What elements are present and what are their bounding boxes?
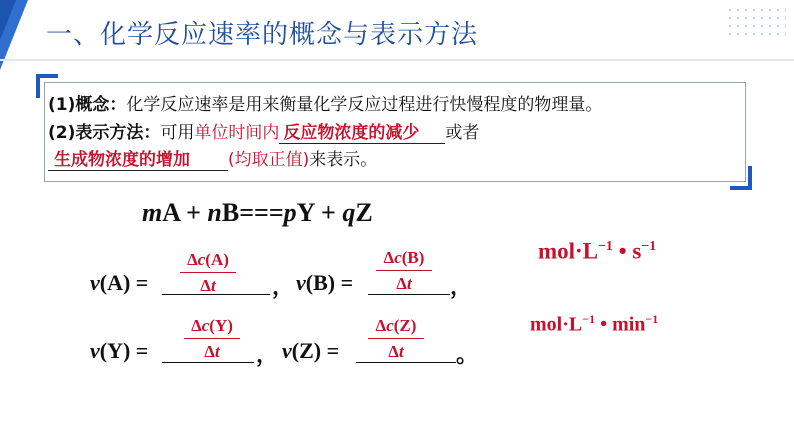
rate-z-c: c bbox=[386, 316, 394, 335]
method-answer-1: 反应物浓度的减少 bbox=[283, 123, 420, 143]
method-or: 或者 bbox=[445, 123, 480, 143]
rate-b-v: v bbox=[296, 270, 306, 295]
rate-y-v: v bbox=[90, 338, 100, 363]
unit2-exp2: −1 bbox=[645, 312, 659, 326]
species-z: Z bbox=[355, 198, 373, 227]
method-prefix: 可用 bbox=[160, 123, 195, 143]
rate-y-frac-bar bbox=[184, 338, 240, 339]
unit1-exp: −1 bbox=[598, 238, 613, 253]
dot-grid-decoration bbox=[726, 6, 786, 40]
rate-a-text: (A) = bbox=[99, 270, 149, 295]
title-divider bbox=[0, 59, 794, 61]
unit-per-minute bbox=[530, 312, 658, 337]
rate-a-c: c bbox=[197, 250, 206, 269]
rate-a-v: v bbox=[90, 270, 100, 295]
unit1-base: mol·L bbox=[538, 238, 599, 264]
method-line bbox=[48, 118, 479, 144]
rate-b-delta: Δ bbox=[383, 248, 395, 267]
rate-b-blank bbox=[368, 294, 450, 295]
rate-z-frac-bar bbox=[368, 338, 424, 339]
rate-b-numerator bbox=[374, 248, 434, 268]
rate-a-t: t bbox=[210, 276, 216, 295]
rate-z-species: (Z) bbox=[393, 316, 417, 335]
rate-b-c: c bbox=[394, 248, 402, 267]
rate-a-frac-bar bbox=[180, 272, 236, 273]
rate-a-species: (A) bbox=[205, 250, 229, 269]
rate-sep-2: ， bbox=[450, 274, 473, 299]
coef-n: n bbox=[207, 198, 222, 227]
rate-y-species: (Y) bbox=[209, 316, 233, 335]
method-label: (2)表示方法： bbox=[48, 123, 161, 143]
rate-b-frac-bar bbox=[376, 270, 432, 271]
method-answer-2: 生成物浓度的增加 bbox=[54, 150, 190, 170]
rate-a-label bbox=[90, 270, 148, 296]
corner-decoration-inner bbox=[0, 0, 16, 40]
rate-z-blank bbox=[356, 362, 456, 363]
plus-1: + bbox=[179, 198, 208, 227]
unit1-time: • s bbox=[612, 238, 642, 264]
unit2-exp: −1 bbox=[582, 312, 596, 326]
coef-m: m bbox=[142, 198, 163, 227]
method-blank-2 bbox=[48, 150, 228, 171]
page-title: 一、化学反应速率的概念与表示方法 bbox=[46, 20, 479, 50]
method-note: (均取正值) bbox=[228, 150, 310, 170]
coef-p: p bbox=[283, 198, 297, 227]
reaction-equation bbox=[142, 198, 373, 228]
rate-b-species: (B) bbox=[401, 248, 425, 267]
species-b: B bbox=[221, 198, 240, 227]
species-y: Y bbox=[296, 198, 315, 227]
method-suffix: 来表示。 bbox=[309, 150, 378, 170]
unit2-time: • min bbox=[595, 313, 646, 336]
rate-z-v: v bbox=[282, 338, 292, 363]
rate-y-delta: Δ bbox=[191, 316, 202, 335]
rate-z-t: t bbox=[398, 342, 404, 361]
rate-a-denominator bbox=[178, 276, 238, 296]
concept-label: (1)概念： bbox=[48, 95, 127, 115]
rate-y-denominator bbox=[182, 342, 242, 362]
rate-b-text: (B) = bbox=[305, 270, 354, 295]
rate-z-delta: Δ bbox=[375, 316, 387, 335]
method-blank-1 bbox=[279, 123, 445, 144]
rate-y-c: c bbox=[201, 316, 210, 335]
rate-a-numerator bbox=[178, 250, 238, 270]
concept-line bbox=[48, 90, 602, 115]
concept-text: 化学反应速率是用来衡量化学反应过程进行快慢程度的物理量。 bbox=[126, 95, 603, 115]
rate-a-blank bbox=[162, 294, 270, 295]
unit1-exp2: −1 bbox=[641, 238, 657, 253]
unit-per-second bbox=[538, 238, 656, 265]
rate-y-label bbox=[90, 338, 148, 364]
species-a: A bbox=[162, 198, 180, 227]
rate-b-denominator bbox=[374, 274, 434, 294]
unit2-base: mol·L bbox=[530, 313, 583, 336]
equals-sign: === bbox=[239, 198, 284, 227]
rate-sep-1: ， bbox=[272, 274, 295, 299]
rate-sep-3: ， bbox=[256, 342, 279, 367]
rate-b-t: t bbox=[406, 274, 412, 293]
plus-2: + bbox=[314, 198, 343, 227]
rate-b-delta-t: Δ bbox=[396, 274, 407, 293]
rate-b-label bbox=[296, 270, 353, 296]
rate-z-delta-t: Δ bbox=[388, 342, 399, 361]
rate-y-delta-t: Δ bbox=[204, 342, 215, 361]
method-unit-time: 单位时间内 bbox=[194, 123, 280, 143]
rate-y-numerator bbox=[182, 316, 242, 336]
coef-q: q bbox=[342, 198, 356, 227]
bracket-bottom-right bbox=[730, 166, 752, 190]
rate-z-numerator bbox=[366, 316, 426, 336]
method-line-2 bbox=[48, 145, 377, 171]
rate-z-text: (Z) = bbox=[291, 338, 340, 363]
rate-z-label bbox=[282, 338, 339, 364]
rate-z-denominator bbox=[366, 342, 426, 362]
rate-a-delta-t: Δ bbox=[200, 276, 211, 295]
rate-y-blank bbox=[162, 362, 254, 363]
rate-end: 。 bbox=[456, 342, 479, 367]
rate-y-text: (Y) = bbox=[99, 338, 149, 363]
rate-y-t: t bbox=[214, 342, 220, 361]
rate-a-delta: Δ bbox=[187, 250, 198, 269]
